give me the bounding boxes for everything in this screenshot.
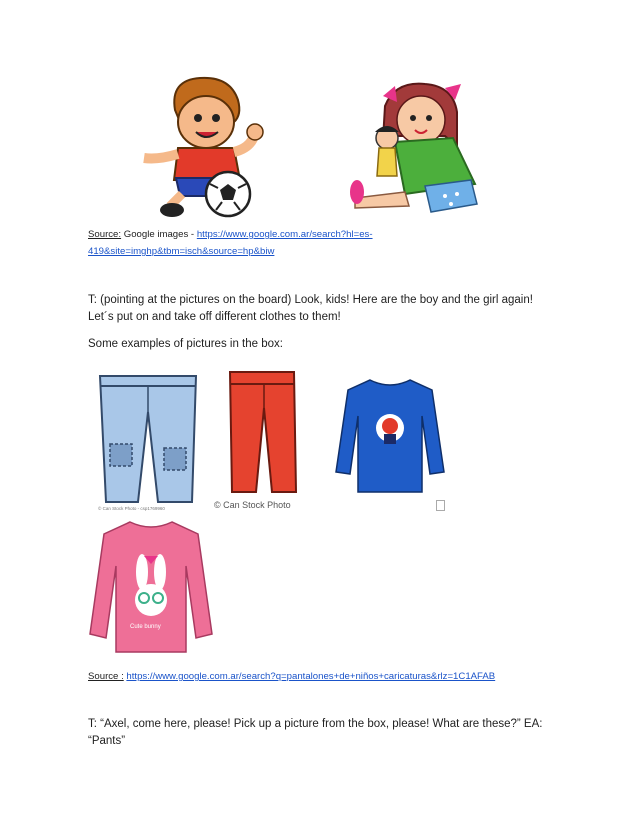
source-link-1[interactable]: https://www.google.com.ar/search?hl=es- [196,229,373,240]
source-link-1-cont[interactable]: 419&site=imghp&tbm=isch&source=hp&biw [88,246,275,257]
boy-soccer-image [130,70,270,220]
blue-shirt-image [334,376,446,494]
source-citation-1: Source: Google images - https://www.google.com.ar/search?hl=es- 419&site=imghp&tbm=isch&source=hp&biw [88,229,373,257]
jeans-image [92,372,204,516]
red-pants-image [214,368,314,518]
dialogue-paragraph-2: T: “Axel, come here, please! Pick up a picture from the box, please! What are these?” EA: “Pants” [88,718,543,747]
source-label: Source: [88,229,122,240]
examples-heading: Some examples of pictures in the box: [88,338,283,350]
watermark-large: © Can Stock Photo [214,500,291,510]
girl-doll-image [345,76,490,218]
pink-shirt-image [88,518,214,654]
shirt-text: Cute bunny [130,624,161,630]
dialogue-paragraph-1: T: (pointing at the pictures on the board) Look, kids! Here are the boy and the girl again! Let´s put on and take off different clothes to them! [88,294,533,323]
source-citation-2 [88,668,608,685]
source-label-2: Source : [88,671,124,682]
watermark-small: © Can Stock Photo - csp1769960 [98,506,165,511]
placeholder-icon [436,500,445,511]
source-link-2[interactable]: https://www.google.com.ar/search?q=pantalones+de+niños+caricaturas&rlz=1C1AFAB [126,671,496,682]
